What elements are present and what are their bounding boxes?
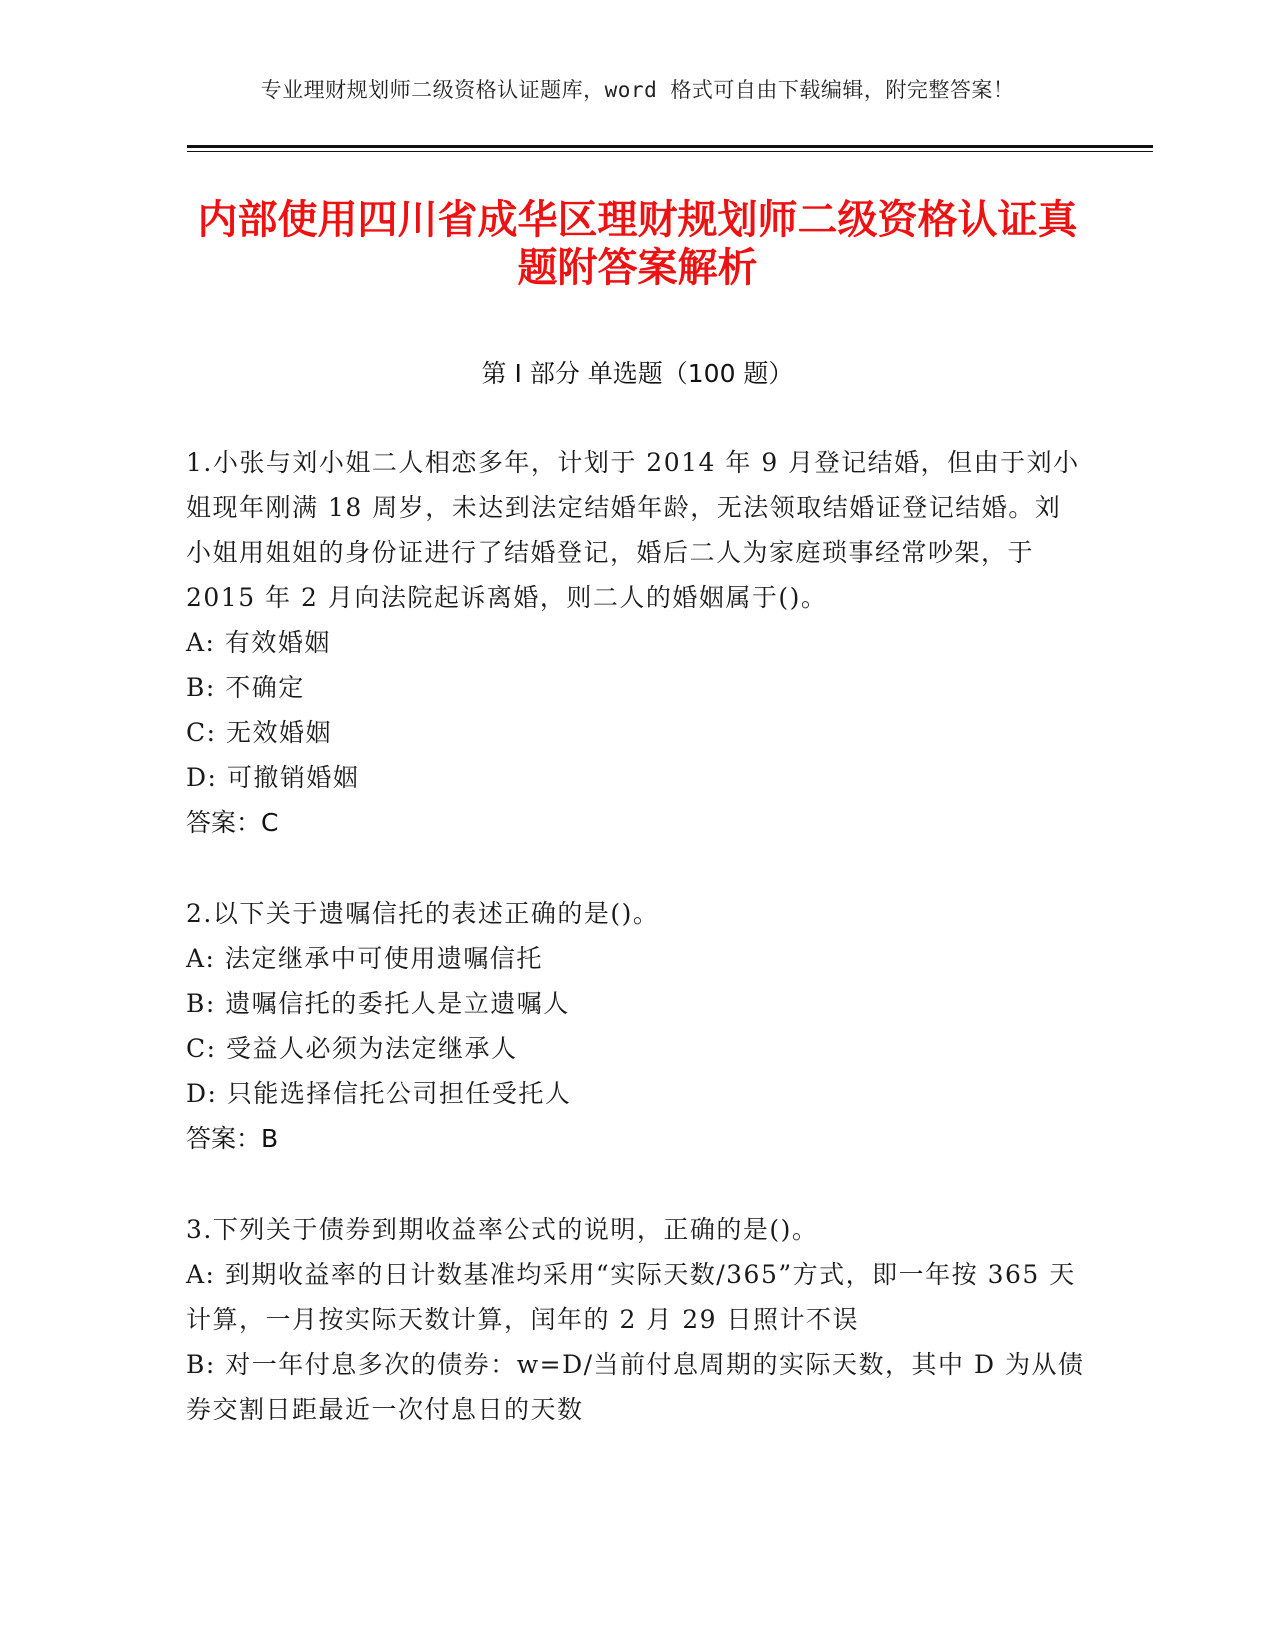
header-rule-thick — [187, 145, 1153, 148]
answer-line: 答案：C — [186, 808, 279, 837]
question-list — [186, 440, 1086, 1478]
option-b: B: 对一年付息多次的债券：w=D/当前付息周期的实际天数，其中 D 为从债券交割日距最近一次付息日的天数 — [186, 1350, 1085, 1424]
option-b: B: 遗嘱信托的委托人是立遗嘱人 — [186, 989, 570, 1018]
option-a: A: 到期收益率的日计数基准均采用“实际天数/365”方式，即一年按 365 天计算，一月按实际天数计算，闰年的 2 月 29 日照计不误 — [186, 1260, 1076, 1334]
option-c: C: 受益人必须为法定继承人 — [186, 1034, 518, 1063]
question-stem: 3.下列关于债券到期收益率公式的说明，正确的是()。 — [186, 1215, 819, 1244]
question-2 — [186, 891, 1086, 1161]
option-c: C: 无效婚姻 — [186, 718, 332, 747]
header-rule-thin — [187, 151, 1153, 152]
question-stem: 1.小张与刘小姐二人相恋多年，计划于 2014 年 9 月登记结婚，但由于刘小姐现年刚满 18 周岁，未达到法定结婚年龄，无法领取结婚证登记结婚。刘小姐用姐姐的身份证进行了结婚登记，婚后二人为家庭琐事经常吵架，于 2015 年 2 月向法院起诉离婚，则二人的婚姻属于()。 — [186, 448, 1080, 612]
question-3 — [186, 1207, 1086, 1432]
header-note: 专业理财规划师二级资格认证题库，word 格式可自由下载编辑，附完整答案！ — [260, 78, 1015, 102]
answer-line: 答案：B — [186, 1124, 279, 1153]
option-d: D: 可撤销婚姻 — [186, 763, 360, 792]
option-a: A: 有效婚姻 — [186, 628, 331, 657]
document-title: 内部使用四川省成华区理财规划师二级资格认证真题附答案解析 — [197, 197, 1078, 291]
section-title: 第 I 部分 单选题（100 题） — [481, 359, 794, 388]
question-stem: 2.以下关于遗嘱信托的表述正确的是()。 — [186, 899, 660, 928]
question-1 — [186, 440, 1086, 845]
option-a: A: 法定继承中可使用遗嘱信托 — [186, 944, 543, 973]
option-b: B: 不确定 — [186, 673, 305, 702]
option-d: D: 只能选择信托公司担任受托人 — [186, 1079, 572, 1108]
